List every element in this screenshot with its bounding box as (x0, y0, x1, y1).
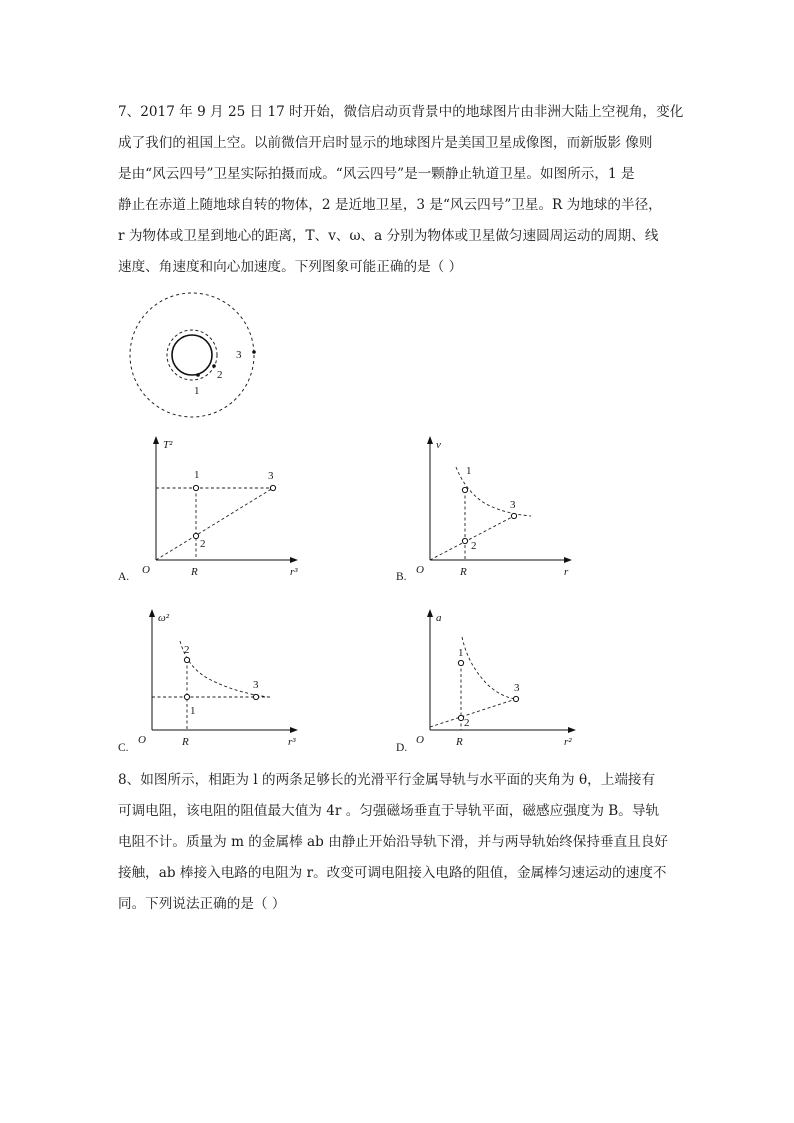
origin-label: O (416, 734, 424, 746)
point-label-3: 3 (253, 679, 259, 691)
q7-line: r 为物体或卫星到地心的距离，T、v、ω、a 分别为物体或卫星做匀速圆周运动的周期、线 (118, 228, 659, 244)
point-label-1: 1 (194, 469, 200, 481)
point-label-1: 1 (458, 647, 464, 659)
origin-label: O (138, 734, 146, 746)
point-3 (253, 694, 258, 699)
option-label: D. (396, 742, 408, 754)
point-2 (193, 533, 198, 538)
q7-line: 成了我们的祖国上空。以前微信开启时显示的地球图片是美国卫星成像图，而新版影 像则 (118, 135, 653, 151)
q8-line: 可调电阻，该电阻的阻值最大值为 4r 。匀强磁场垂直于导轨平面，磁感应强度为 B。导轨 (118, 803, 660, 819)
point-label-2: 2 (464, 717, 470, 729)
curve (462, 637, 516, 699)
option-label: B. (396, 571, 407, 583)
point-1 (462, 487, 467, 492)
x-axis-arrow (564, 557, 572, 563)
point-label-2: 2 (200, 538, 206, 550)
origin-label: O (142, 564, 150, 576)
q8-line: 接触，ab 棒接入电路的电阻为 r。改变可调电阻接入电路的阻值，金属棒匀速运动的速度不 (118, 865, 667, 881)
point-3 (511, 513, 516, 518)
point-label-2: 2 (184, 644, 190, 656)
q8-line: 同。下列说法正确的是（ ） (118, 896, 286, 912)
orbit-diagram (118, 290, 278, 440)
x-axis-arrow (568, 727, 576, 733)
option-label: C. (118, 742, 129, 754)
point-3 (270, 485, 275, 490)
q7-line: 7、2017 年 9 月 25 日 17 时开始，微信启动页背景中的地球图片由非洲大陆上空视角，变化 (118, 104, 684, 120)
point-label-3: 3 (510, 499, 516, 511)
q7-line: 静止在赤道上随地球自转的物体，2 是近地卫星，3 是“风云四号”卫星。R 为地球的半径， (118, 197, 662, 213)
guide-line (430, 516, 514, 560)
option-label: A. (118, 571, 130, 583)
y-axis-label: T² (163, 439, 173, 451)
point-label-2: 2 (471, 540, 477, 552)
point-1 (458, 660, 463, 665)
y-axis-arrow (427, 609, 433, 617)
x-axis-arrow (290, 557, 298, 563)
earth-circle (172, 335, 212, 375)
orbit-label-2: 2 (217, 369, 223, 381)
origin-label: O (416, 564, 424, 576)
y-axis-label: v (436, 439, 441, 451)
x-axis-arrow (290, 727, 298, 733)
point-label-1: 1 (190, 705, 196, 717)
y-axis-arrow (149, 609, 155, 617)
y-axis-arrow (427, 436, 433, 444)
graph-a (118, 432, 318, 587)
q7-line: 是由“风云四号”卫星实际拍摄而成。“风云四号”是一颗静止轨道卫星。如图所示，1 是 (118, 166, 635, 182)
tick-label-r: R (191, 566, 198, 578)
graph-d (396, 605, 596, 760)
q8-line: 8、如图所示，相距为 l 的两条足够长的光滑平行金属导轨与水平面的夹角为 θ，上端接有 (118, 772, 656, 788)
point-2 (462, 538, 467, 543)
graph-c (118, 605, 318, 760)
tick-label-r: R (456, 736, 463, 748)
object-1-dot (196, 373, 200, 377)
tick-label-r: R (460, 566, 467, 578)
point-label-3: 3 (514, 682, 520, 694)
tick-label-r: R (182, 736, 189, 748)
point-1 (193, 485, 198, 490)
q8-line: 电阻不计。质量为 m 的金属棒 ab 由静止开始沿导轨下滑，并与两导轨始终保持垂直且良好 (118, 834, 668, 850)
orbit-label-1: 1 (194, 385, 200, 397)
graph-b (396, 432, 596, 587)
y-axis-arrow (153, 436, 159, 444)
y-axis-label: a (436, 612, 442, 624)
point-1 (184, 694, 189, 699)
satellite-3-dot (252, 350, 256, 354)
point-2 (458, 715, 463, 720)
point-2 (184, 657, 189, 662)
q7-line: 速度、角速度和向心加速度。下列图象可能正确的是（ ） (118, 259, 463, 275)
guide-line (156, 488, 273, 560)
point-3 (513, 696, 518, 701)
x-axis-label: r² (564, 736, 572, 748)
y-axis-label: ω² (158, 612, 170, 624)
orbit-2-dashed (167, 330, 217, 380)
guide-line (430, 699, 516, 727)
point-label-1: 1 (466, 465, 472, 477)
x-axis-label: r³ (288, 736, 296, 748)
x-axis-label: r (564, 566, 569, 578)
point-label-3: 3 (268, 470, 274, 482)
satellite-2-dot (212, 364, 216, 368)
x-axis-label: r³ (290, 566, 298, 578)
orbit-label-3: 3 (236, 349, 242, 361)
